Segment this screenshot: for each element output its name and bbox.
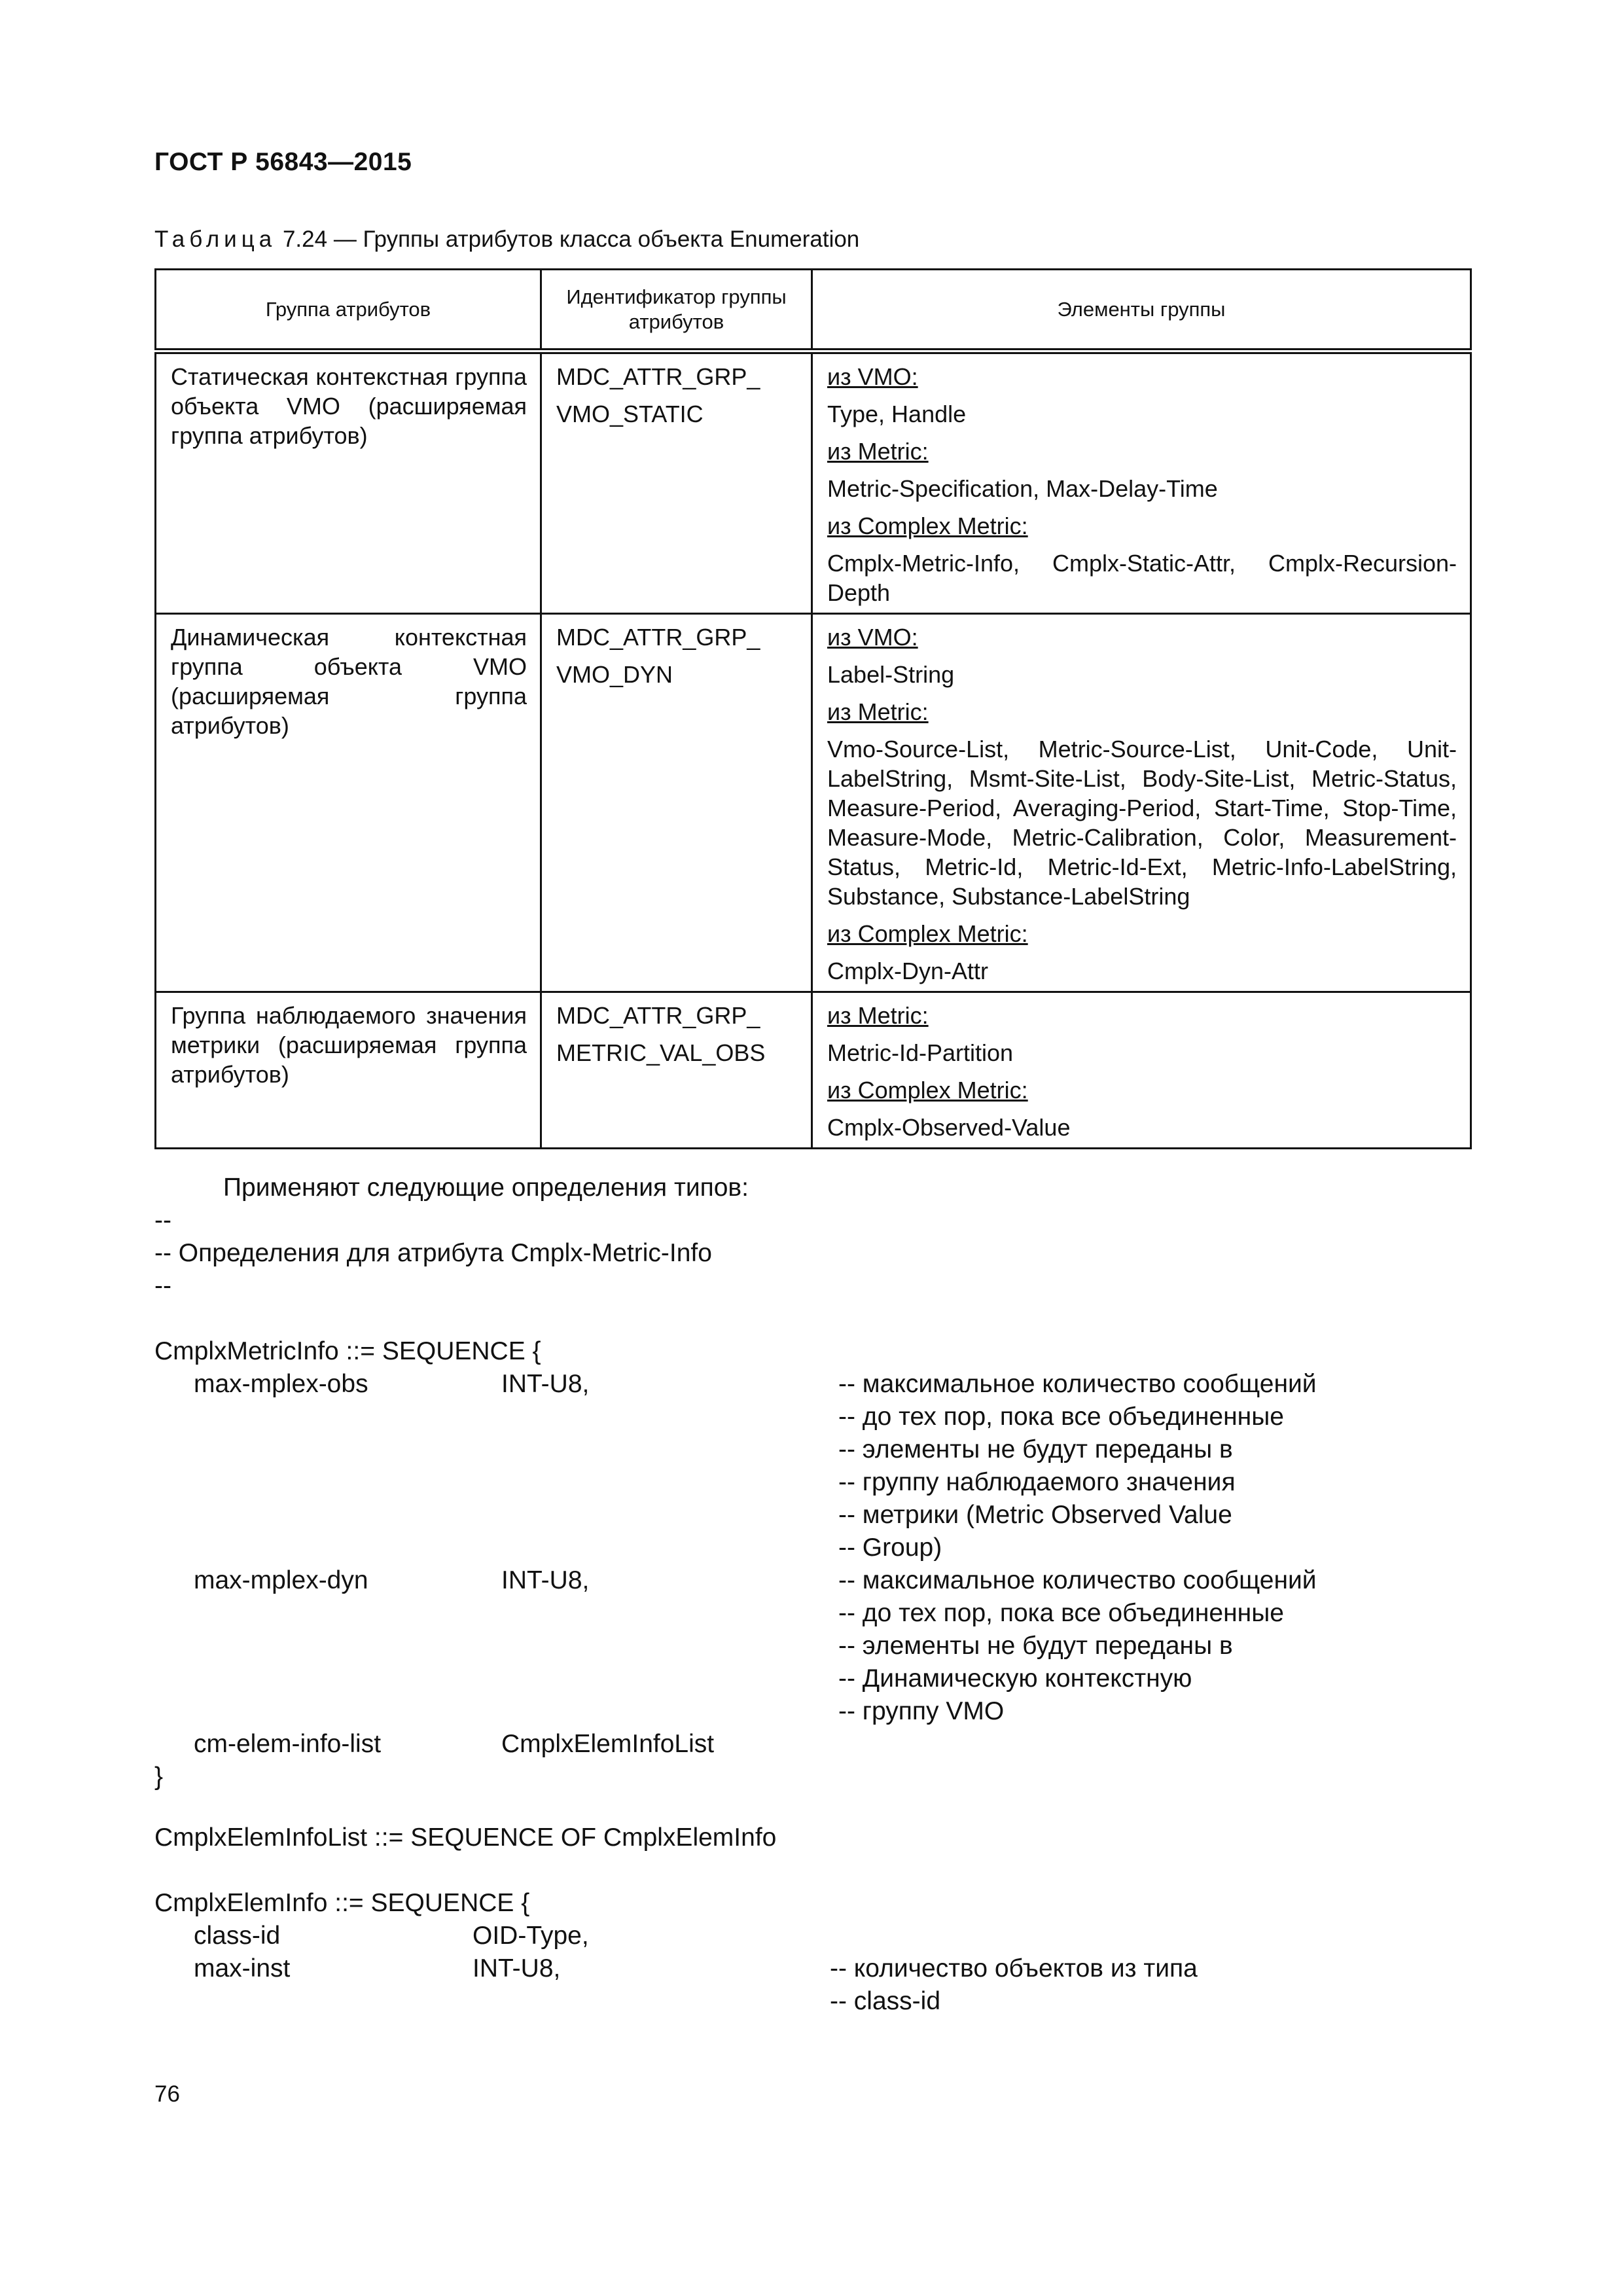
field-comment-continuation bbox=[154, 1630, 1470, 1662]
field-comment-continuation bbox=[154, 1532, 1470, 1564]
element-values: Type, Handle bbox=[827, 401, 967, 427]
comment-line: -- bbox=[154, 1206, 171, 1234]
field-comment: -- элементы не будут переданы в bbox=[838, 1632, 1233, 1660]
field-comment: -- группу VMO bbox=[838, 1697, 1005, 1725]
sequence-field bbox=[154, 1920, 1470, 1952]
element-values: Metric-Id-Partition bbox=[827, 1039, 1014, 1066]
field-comment: -- Динамическую контекстную bbox=[838, 1664, 1192, 1693]
table-row bbox=[156, 992, 1471, 1149]
spacer bbox=[154, 1854, 1470, 1887]
intro-paragraph: Применяют следующие определения типов: bbox=[223, 1174, 749, 1202]
field-comment: -- максимальное количество сообщений bbox=[838, 1370, 1317, 1398]
group-elements-cell bbox=[812, 992, 1471, 1149]
field-comment-continuation bbox=[154, 1499, 1470, 1532]
sequence-field bbox=[154, 1368, 1470, 1401]
field-comment-continuation bbox=[154, 1985, 1470, 2018]
field-comment: -- до тех пор, пока все объединенные bbox=[838, 1403, 1284, 1431]
field-type: INT-U8, bbox=[473, 1954, 561, 1982]
field-comment-continuation bbox=[154, 1597, 1470, 1630]
element-source-label: из VMO: bbox=[827, 363, 918, 390]
element-values: Label-String bbox=[827, 661, 955, 688]
group-name-cell: Группа наблюдаемого значения метрики (расширяемая группа атрибутов) bbox=[156, 992, 541, 1149]
table-caption-text: 7.24 — Группы атрибутов класса объекта Enumeration bbox=[282, 226, 860, 252]
comment-block bbox=[154, 1204, 1470, 1302]
column-header-identifier: Идентификатор группы атрибутов bbox=[541, 270, 812, 351]
group-id-cell bbox=[541, 614, 812, 992]
field-name: max-mplex-dyn bbox=[194, 1566, 368, 1594]
comment-line: -- bbox=[154, 1272, 171, 1300]
table-row bbox=[156, 614, 1471, 992]
column-header-elements: Элементы группы bbox=[812, 270, 1471, 351]
field-type: INT-U8, bbox=[501, 1566, 590, 1594]
group-name-cell: Статическая контекстная группа объекта VMO (расширяемая группа атрибутов) bbox=[156, 351, 541, 614]
element-values: Vmo-Source-List, Metric-Source-List, Unit-Code, Unit-LabelString, Msmt-Site-List, Body-Site-List, Metric-Status, Measure-Period, Averaging-Period, Start-Time, Stop-Time, Measure-Mode, Metric-Calibration, Color, Measurement-Status, Metric-Id, Metric-Id-Ext, Metric-Info-LabelString, Substance, Substance-LabelString bbox=[827, 736, 1457, 910]
element-values: Cmplx-Metric-Info, Cmplx-Static-Attr, Cmplx-Recursion-Depth bbox=[827, 550, 1457, 606]
field-comment: -- максимальное количество сообщений bbox=[838, 1566, 1317, 1594]
document-header: ГОСТ Р 56843—2015 bbox=[154, 148, 412, 176]
field-comment: -- группу наблюдаемого значения bbox=[838, 1468, 1236, 1496]
group-id-cell bbox=[541, 992, 812, 1149]
field-comment: -- Group) bbox=[838, 1534, 942, 1562]
element-source-label: из VMO: bbox=[827, 624, 918, 651]
sequence-of-definition: CmplxElemInfoList ::= SEQUENCE OF CmplxElemInfo bbox=[154, 1823, 777, 1852]
table-caption-label: Таблица bbox=[154, 226, 277, 252]
element-values: Metric-Specification, Max-Delay-Time bbox=[827, 475, 1218, 502]
group-id-line: MDC_ATTR_GRP_ bbox=[556, 363, 760, 390]
element-source-label: из Metric: bbox=[827, 698, 929, 725]
field-name: max-mplex-obs bbox=[194, 1370, 368, 1398]
group-id-line: MDC_ATTR_GRP_ bbox=[556, 624, 760, 651]
field-type: INT-U8, bbox=[501, 1370, 590, 1398]
field-name: class-id bbox=[194, 1922, 281, 1950]
field-name: cm-elem-info-list bbox=[194, 1730, 382, 1758]
element-source-label: из Metric: bbox=[827, 1002, 929, 1029]
group-elements-cell bbox=[812, 351, 1471, 614]
element-source-label: из Complex Metric: bbox=[827, 1077, 1028, 1103]
group-elements-cell bbox=[812, 614, 1471, 992]
table-row bbox=[156, 351, 1471, 614]
group-id-line: VMO_STATIC bbox=[556, 401, 704, 427]
field-name: max-inst bbox=[194, 1954, 291, 1982]
field-comment-continuation bbox=[154, 1662, 1470, 1695]
field-comment-continuation bbox=[154, 1433, 1470, 1466]
element-values: Cmplx-Dyn-Attr bbox=[827, 958, 989, 984]
field-comment: -- class-id bbox=[830, 1987, 941, 2015]
field-comment-continuation bbox=[154, 1695, 1470, 1728]
sequence-close-brace: } bbox=[154, 1763, 164, 1791]
field-comment-continuation bbox=[154, 1401, 1470, 1433]
field-comment: -- количество объектов из типа bbox=[830, 1954, 1198, 1982]
page-number: 76 bbox=[154, 2081, 180, 2107]
element-source-label: из Metric: bbox=[827, 438, 929, 465]
group-id-cell bbox=[541, 351, 812, 614]
sequence-field bbox=[154, 1952, 1470, 1985]
field-type: OID-Type, bbox=[473, 1922, 589, 1950]
group-id-line: MDC_ATTR_GRP_ bbox=[556, 1002, 760, 1029]
table-caption bbox=[154, 226, 859, 253]
sequence-definition-title: CmplxElemInfo ::= SEQUENCE { bbox=[154, 1889, 530, 1917]
sequence-field bbox=[154, 1564, 1470, 1597]
element-source-label: из Complex Metric: bbox=[827, 512, 1028, 539]
spacer bbox=[154, 1793, 1470, 1821]
attribute-groups-table bbox=[154, 268, 1472, 1149]
sequence-definition-title: CmplxMetricInfo ::= SEQUENCE { bbox=[154, 1337, 541, 1365]
field-comment: -- до тех пор, пока все объединенные bbox=[838, 1599, 1284, 1627]
field-comment: -- метрики (Metric Observed Value bbox=[838, 1501, 1232, 1529]
field-type: CmplxElemInfoList bbox=[501, 1730, 715, 1758]
field-comment-continuation bbox=[154, 1466, 1470, 1499]
comment-line: -- Определения для атрибута Cmplx-Metric-Info bbox=[154, 1239, 712, 1267]
group-id-line: METRIC_VAL_OBS bbox=[556, 1039, 766, 1066]
sequence-field bbox=[154, 1728, 1470, 1761]
element-source-label: из Complex Metric: bbox=[827, 920, 1028, 947]
field-comment: -- элементы не будут переданы в bbox=[838, 1435, 1233, 1463]
type-definitions-section bbox=[154, 1172, 1470, 2018]
group-name-cell: Динамическая контекстная группа объекта VMO (расширяемая группа атрибутов) bbox=[156, 614, 541, 992]
element-values: Cmplx-Observed-Value bbox=[827, 1114, 1071, 1141]
table-header-row bbox=[156, 270, 1471, 351]
column-header-group: Группа атрибутов bbox=[156, 270, 541, 351]
group-id-line: VMO_DYN bbox=[556, 661, 673, 688]
